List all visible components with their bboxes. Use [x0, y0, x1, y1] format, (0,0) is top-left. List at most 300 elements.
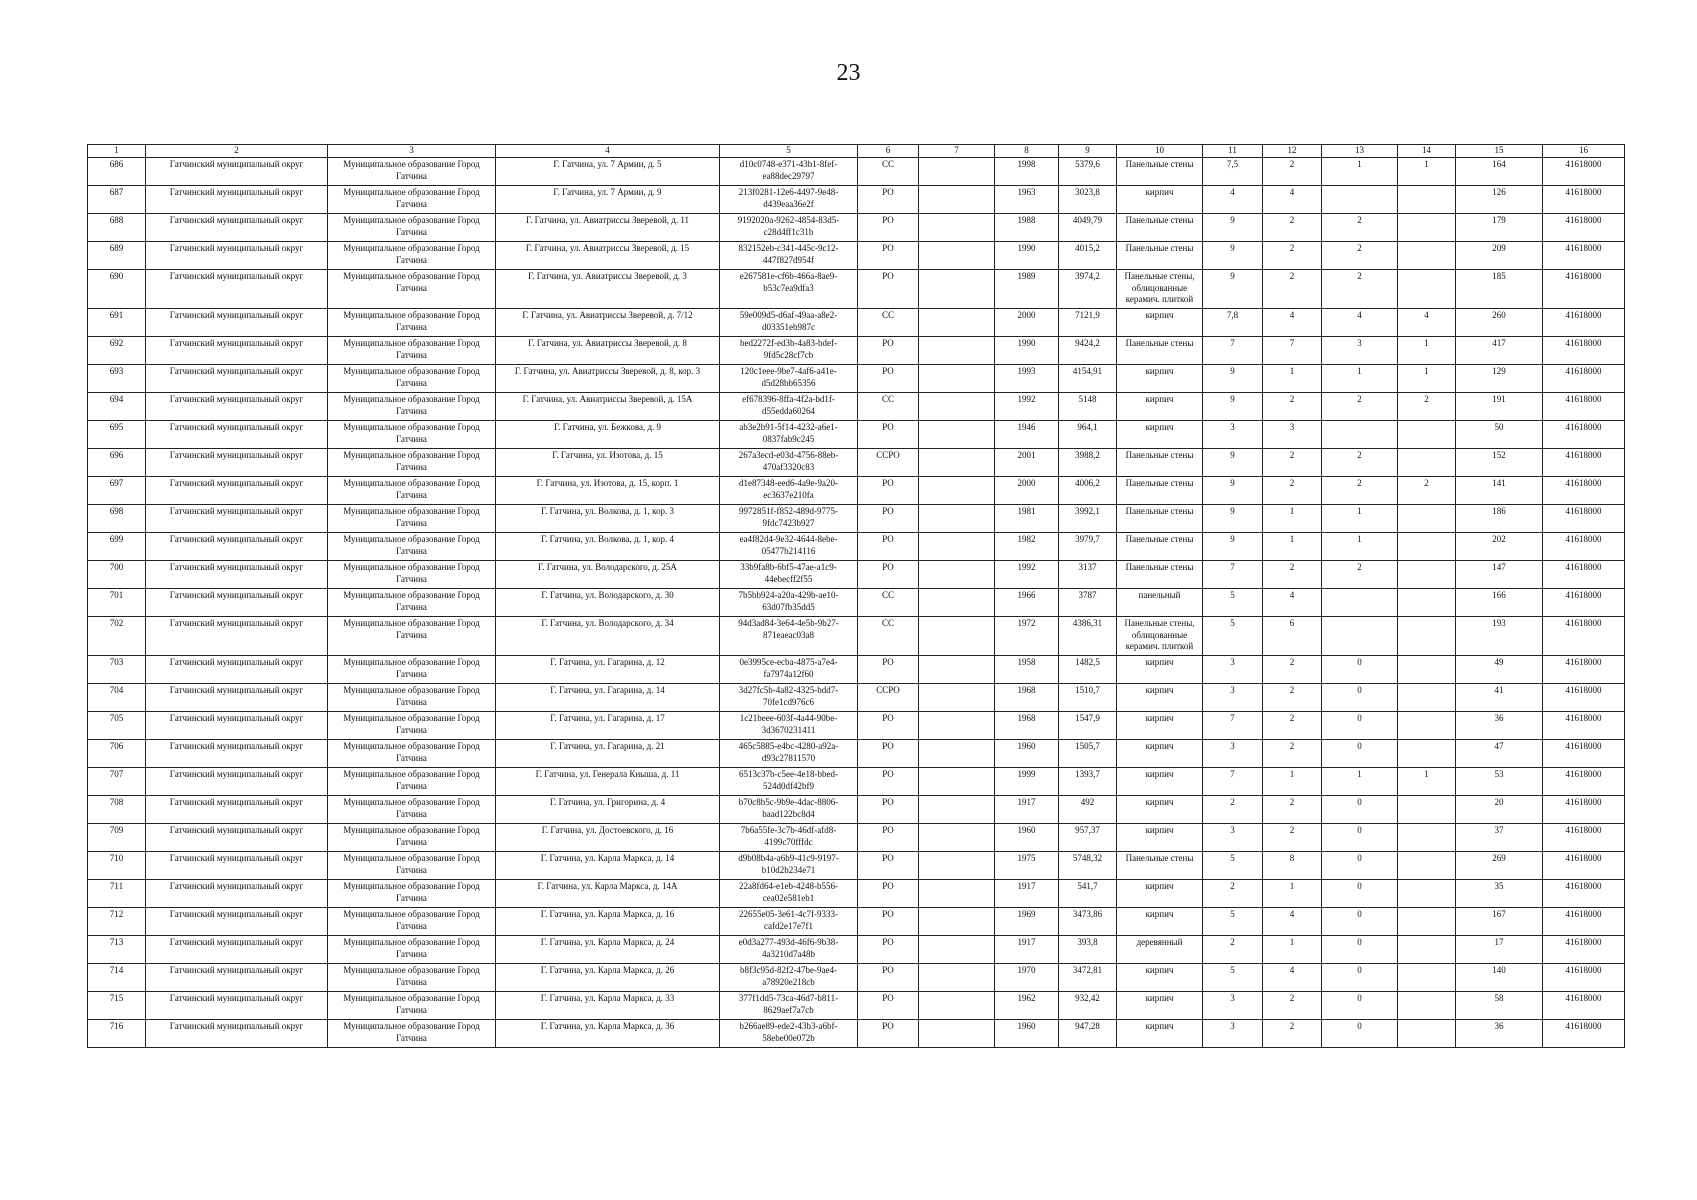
row-number: 698	[88, 505, 146, 533]
area-cell: 3472,81	[1059, 964, 1117, 992]
district-cell: Гатчинский муниципальный округ	[146, 768, 328, 796]
col13-cell: 2	[1322, 449, 1398, 477]
district-cell: Гатчинский муниципальный округ	[146, 309, 328, 337]
col7-cell	[919, 880, 995, 908]
year-cell: 1960	[995, 1020, 1059, 1048]
col7-cell	[919, 824, 995, 852]
col12-cell: 1	[1263, 768, 1322, 796]
walls-cell: Панельные стены, облицованные керамич. плиткой	[1117, 270, 1203, 309]
table-row	[88, 852, 1625, 880]
oktmo-cell: 41618000	[1543, 449, 1625, 477]
column-number-10: 10	[1117, 145, 1203, 158]
address-cell: Г. Гатчина, ул. Авиатриссы Зверевой, д. 7/12	[496, 309, 720, 337]
col14-cell	[1398, 824, 1456, 852]
walls-cell: кирпич	[1117, 393, 1203, 421]
municipality-cell: Муниципальное образование Город Гатчина	[328, 309, 496, 337]
year-cell: 1981	[995, 505, 1059, 533]
col11-cell: 3	[1203, 684, 1263, 712]
table-row	[88, 270, 1625, 309]
district-cell: Гатчинский муниципальный округ	[146, 337, 328, 365]
column-number-12: 12	[1263, 145, 1322, 158]
col7-cell	[919, 393, 995, 421]
area-cell: 492	[1059, 796, 1117, 824]
table-row	[88, 505, 1625, 533]
table-row	[88, 561, 1625, 589]
walls-cell: кирпич	[1117, 1020, 1203, 1048]
walls-cell: кирпич	[1117, 712, 1203, 740]
col12-cell: 2	[1263, 656, 1322, 684]
walls-cell: Панельные стены	[1117, 533, 1203, 561]
col13-cell: 0	[1322, 656, 1398, 684]
row-number: 714	[88, 964, 146, 992]
guid-cell: ea4f82d4-9e32-4644-8ebe-05477b214116	[720, 533, 858, 561]
address-cell: Г. Гатчина, ул. Волкова, д. 1, кор. 4	[496, 533, 720, 561]
type-cell: РО	[858, 936, 919, 964]
municipality-cell: Муниципальное образование Город Гатчина	[328, 421, 496, 449]
row-number: 713	[88, 936, 146, 964]
col13-cell	[1322, 589, 1398, 617]
col12-cell: 2	[1263, 449, 1322, 477]
municipality-cell: Муниципальное образование Город Гатчина	[328, 852, 496, 880]
walls-cell: Панельные стены	[1117, 449, 1203, 477]
area-cell: 3988,2	[1059, 449, 1117, 477]
area-cell: 7121,9	[1059, 309, 1117, 337]
address-cell: Г. Гатчина, ул. Авиатриссы Зверевой, д. 3	[496, 270, 720, 309]
col11-cell: 3	[1203, 656, 1263, 684]
row-number: 692	[88, 337, 146, 365]
col7-cell	[919, 186, 995, 214]
col11-cell: 9	[1203, 533, 1263, 561]
type-cell: РО	[858, 214, 919, 242]
type-cell: РО	[858, 186, 919, 214]
walls-cell: кирпич	[1117, 880, 1203, 908]
table-row	[88, 824, 1625, 852]
address-cell: Г. Гатчина, ул. Гагарина, д. 17	[496, 712, 720, 740]
oktmo-cell: 41618000	[1543, 158, 1625, 186]
walls-cell: кирпич	[1117, 421, 1203, 449]
municipality-cell: Муниципальное образование Город Гатчина	[328, 936, 496, 964]
row-number: 711	[88, 880, 146, 908]
municipality-cell: Муниципальное образование Город Гатчина	[328, 158, 496, 186]
year-cell: 1992	[995, 393, 1059, 421]
oktmo-cell: 41618000	[1543, 421, 1625, 449]
col14-cell	[1398, 505, 1456, 533]
guid-cell: b70c8b5c-9b9e-4dac-8806-baad122bc8d4	[720, 796, 858, 824]
column-number-3: 3	[328, 145, 496, 158]
walls-cell: кирпич	[1117, 656, 1203, 684]
address-cell: Г. Гатчина, ул. Авиатриссы Зверевой, д. 11	[496, 214, 720, 242]
col13-cell: 3	[1322, 337, 1398, 365]
guid-cell: 7b6a55fe-3c7b-46df-afd8-4199c70fffdc	[720, 824, 858, 852]
type-cell: РО	[858, 337, 919, 365]
col11-cell: 5	[1203, 617, 1263, 656]
oktmo-cell: 41618000	[1543, 936, 1625, 964]
area-cell: 3979,7	[1059, 533, 1117, 561]
col12-cell: 2	[1263, 1020, 1322, 1048]
col12-cell: 2	[1263, 796, 1322, 824]
table-row	[88, 393, 1625, 421]
col11-cell: 3	[1203, 740, 1263, 768]
table-row	[88, 589, 1625, 617]
guid-cell: 22a8fd64-e1eb-4248-b556-cea02e581eb1	[720, 880, 858, 908]
col12-cell: 4	[1263, 589, 1322, 617]
col12-cell: 3	[1263, 421, 1322, 449]
district-cell: Гатчинский муниципальный округ	[146, 712, 328, 740]
oktmo-cell: 41618000	[1543, 617, 1625, 656]
col7-cell	[919, 796, 995, 824]
municipality-cell: Муниципальное образование Город Гатчина	[328, 656, 496, 684]
municipality-cell: Муниципальное образование Город Гатчина	[328, 393, 496, 421]
column-number-row	[88, 145, 1625, 158]
col14-cell	[1398, 561, 1456, 589]
walls-cell: Панельные стены	[1117, 242, 1203, 270]
guid-cell: 0e3995ce-ecba-4875-a7e4-fa7974a12f60	[720, 656, 858, 684]
column-number-5: 5	[720, 145, 858, 158]
municipality-cell: Муниципальное образование Город Гатчина	[328, 214, 496, 242]
address-cell: Г. Гатчина, ул. Достоевского, д. 16	[496, 824, 720, 852]
address-cell: Г. Гатчина, ул. Авиатриссы Зверевой, д. 8	[496, 337, 720, 365]
col12-cell: 6	[1263, 617, 1322, 656]
municipality-cell: Муниципальное образование Город Гатчина	[328, 992, 496, 1020]
col11-cell: 4	[1203, 186, 1263, 214]
area-cell: 5748,32	[1059, 852, 1117, 880]
type-cell: РО	[858, 533, 919, 561]
guid-cell: 120c1eee-9be7-4af6-a41e-d5d28bb65356	[720, 365, 858, 393]
col14-cell	[1398, 684, 1456, 712]
col12-cell: 1	[1263, 365, 1322, 393]
column-number-8: 8	[995, 145, 1059, 158]
col15-cell: 41	[1456, 684, 1543, 712]
col13-cell: 0	[1322, 684, 1398, 712]
column-number-4: 4	[496, 145, 720, 158]
type-cell: РО	[858, 561, 919, 589]
col7-cell	[919, 617, 995, 656]
row-number: 707	[88, 768, 146, 796]
col12-cell: 2	[1263, 242, 1322, 270]
type-cell: РО	[858, 740, 919, 768]
type-cell: СС	[858, 393, 919, 421]
col14-cell	[1398, 740, 1456, 768]
col13-cell: 0	[1322, 880, 1398, 908]
municipality-cell: Муниципальное образование Город Гатчина	[328, 561, 496, 589]
address-cell: Г. Гатчина, ул. Володарского, д. 30	[496, 589, 720, 617]
col14-cell	[1398, 852, 1456, 880]
oktmo-cell: 41618000	[1543, 992, 1625, 1020]
col11-cell: 3	[1203, 1020, 1263, 1048]
oktmo-cell: 41618000	[1543, 796, 1625, 824]
column-number-16: 16	[1543, 145, 1625, 158]
oktmo-cell: 41618000	[1543, 824, 1625, 852]
municipality-cell: Муниципальное образование Город Гатчина	[328, 1020, 496, 1048]
col7-cell	[919, 505, 995, 533]
row-number: 695	[88, 421, 146, 449]
col15-cell: 152	[1456, 449, 1543, 477]
row-number: 697	[88, 477, 146, 505]
district-cell: Гатчинский муниципальный округ	[146, 992, 328, 1020]
col12-cell: 2	[1263, 393, 1322, 421]
col11-cell: 7,5	[1203, 158, 1263, 186]
district-cell: Гатчинский муниципальный округ	[146, 908, 328, 936]
col15-cell: 53	[1456, 768, 1543, 796]
year-cell: 1993	[995, 365, 1059, 393]
address-cell: Г. Гатчина, ул. Гагарина, д. 21	[496, 740, 720, 768]
municipality-cell: Муниципальное образование Город Гатчина	[328, 712, 496, 740]
type-cell: РО	[858, 964, 919, 992]
col11-cell: 9	[1203, 449, 1263, 477]
guid-cell: 213f0281-12e6-4497-9e48-d439eaa36e2f	[720, 186, 858, 214]
column-number-6: 6	[858, 145, 919, 158]
row-number: 706	[88, 740, 146, 768]
col15-cell: 35	[1456, 880, 1543, 908]
municipality-cell: Муниципальное образование Город Гатчина	[328, 740, 496, 768]
col12-cell: 2	[1263, 712, 1322, 740]
col7-cell	[919, 533, 995, 561]
col14-cell: 1	[1398, 365, 1456, 393]
row-number: 693	[88, 365, 146, 393]
guid-cell: ef678396-8ffa-4f2a-bd1f-d55edda60264	[720, 393, 858, 421]
col13-cell: 0	[1322, 964, 1398, 992]
table-row	[88, 740, 1625, 768]
municipality-cell: Муниципальное образование Город Гатчина	[328, 242, 496, 270]
district-cell: Гатчинский муниципальный округ	[146, 852, 328, 880]
table-row	[88, 684, 1625, 712]
oktmo-cell: 41618000	[1543, 477, 1625, 505]
year-cell: 1968	[995, 684, 1059, 712]
col14-cell	[1398, 712, 1456, 740]
col14-cell	[1398, 421, 1456, 449]
year-cell: 2000	[995, 309, 1059, 337]
municipality-cell: Муниципальное образование Город Гатчина	[328, 964, 496, 992]
row-number: 694	[88, 393, 146, 421]
guid-cell: 377f1dd5-73ca-46d7-b811-8629aef7a7cb	[720, 992, 858, 1020]
type-cell: РО	[858, 796, 919, 824]
col15-cell: 50	[1456, 421, 1543, 449]
year-cell: 1960	[995, 824, 1059, 852]
row-number: 696	[88, 449, 146, 477]
col13-cell: 2	[1322, 270, 1398, 309]
district-cell: Гатчинский муниципальный округ	[146, 449, 328, 477]
col11-cell: 7	[1203, 337, 1263, 365]
col13-cell: 2	[1322, 561, 1398, 589]
municipality-cell: Муниципальное образование Город Гатчина	[328, 337, 496, 365]
type-cell: РО	[858, 712, 919, 740]
table-row	[88, 242, 1625, 270]
col12-cell: 2	[1263, 270, 1322, 309]
district-cell: Гатчинский муниципальный округ	[146, 684, 328, 712]
col14-cell	[1398, 186, 1456, 214]
table-row	[88, 337, 1625, 365]
area-cell: 957,37	[1059, 824, 1117, 852]
area-cell: 393,8	[1059, 936, 1117, 964]
type-cell: РО	[858, 908, 919, 936]
col13-cell: 1	[1322, 533, 1398, 561]
type-cell: РО	[858, 1020, 919, 1048]
col14-cell	[1398, 242, 1456, 270]
col15-cell: 36	[1456, 1020, 1543, 1048]
col14-cell: 1	[1398, 158, 1456, 186]
col12-cell: 2	[1263, 824, 1322, 852]
district-cell: Гатчинский муниципальный округ	[146, 214, 328, 242]
area-cell: 9424,2	[1059, 337, 1117, 365]
guid-cell: d9b08b4a-a6b9-41c9-9197-b10d2b234e71	[720, 852, 858, 880]
address-cell: Г. Гатчина, ул. Володарского, д. 34	[496, 617, 720, 656]
walls-cell: кирпич	[1117, 796, 1203, 824]
col11-cell: 9	[1203, 365, 1263, 393]
address-cell: Г. Гатчина, ул. Карла Маркса, д. 24	[496, 936, 720, 964]
address-cell: Г. Гатчина, ул. 7 Армии, д. 5	[496, 158, 720, 186]
oktmo-cell: 41618000	[1543, 880, 1625, 908]
walls-cell: Панельные стены	[1117, 158, 1203, 186]
oktmo-cell: 41618000	[1543, 768, 1625, 796]
col12-cell: 4	[1263, 908, 1322, 936]
walls-cell: Панельные стены	[1117, 477, 1203, 505]
type-cell: РО	[858, 270, 919, 309]
oktmo-cell: 41618000	[1543, 533, 1625, 561]
column-number-11: 11	[1203, 145, 1263, 158]
col13-cell: 1	[1322, 505, 1398, 533]
area-cell: 4006,2	[1059, 477, 1117, 505]
col12-cell: 7	[1263, 337, 1322, 365]
col13-cell: 0	[1322, 908, 1398, 936]
row-number: 716	[88, 1020, 146, 1048]
col14-cell: 1	[1398, 768, 1456, 796]
area-cell: 1393,7	[1059, 768, 1117, 796]
year-cell: 1999	[995, 768, 1059, 796]
oktmo-cell: 41618000	[1543, 852, 1625, 880]
district-cell: Гатчинский муниципальный округ	[146, 796, 328, 824]
type-cell: РО	[858, 880, 919, 908]
col13-cell	[1322, 421, 1398, 449]
oktmo-cell: 41618000	[1543, 214, 1625, 242]
municipality-cell: Муниципальное образование Город Гатчина	[328, 908, 496, 936]
col7-cell	[919, 656, 995, 684]
district-cell: Гатчинский муниципальный округ	[146, 365, 328, 393]
col15-cell: 209	[1456, 242, 1543, 270]
walls-cell: Панельные стены, облицованные керамич. плиткой	[1117, 617, 1203, 656]
col15-cell: 202	[1456, 533, 1543, 561]
col15-cell: 147	[1456, 561, 1543, 589]
col15-cell: 167	[1456, 908, 1543, 936]
row-number: 702	[88, 617, 146, 656]
col7-cell	[919, 242, 995, 270]
address-cell: Г. Гатчина, ул. Карла Маркса, д. 33	[496, 992, 720, 1020]
col7-cell	[919, 684, 995, 712]
col12-cell: 1	[1263, 533, 1322, 561]
district-cell: Гатчинский муниципальный округ	[146, 936, 328, 964]
type-cell: РО	[858, 242, 919, 270]
type-cell: ССРО	[858, 684, 919, 712]
col7-cell	[919, 309, 995, 337]
address-cell: Г. Гатчина, ул. Волкова, д. 1, кор. 3	[496, 505, 720, 533]
oktmo-cell: 41618000	[1543, 242, 1625, 270]
col11-cell: 7	[1203, 561, 1263, 589]
row-number: 700	[88, 561, 146, 589]
column-number-14: 14	[1398, 145, 1456, 158]
walls-cell: кирпич	[1117, 768, 1203, 796]
address-cell: Г. Гатчина, ул. 7 Армии, д. 9	[496, 186, 720, 214]
row-number: 699	[88, 533, 146, 561]
col14-cell	[1398, 533, 1456, 561]
column-number-13: 13	[1322, 145, 1398, 158]
district-cell: Гатчинский муниципальный округ	[146, 1020, 328, 1048]
walls-cell: кирпич	[1117, 186, 1203, 214]
col11-cell: 5	[1203, 589, 1263, 617]
address-cell: Г. Гатчина, ул. Изотова, д. 15, корп. 1	[496, 477, 720, 505]
address-cell: Г. Гатчина, ул. Григорина, д. 4	[496, 796, 720, 824]
district-cell: Гатчинский муниципальный округ	[146, 186, 328, 214]
area-cell: 964,1	[1059, 421, 1117, 449]
type-cell: РО	[858, 852, 919, 880]
walls-cell: Панельные стены	[1117, 505, 1203, 533]
col13-cell: 0	[1322, 712, 1398, 740]
walls-cell: деревянный	[1117, 936, 1203, 964]
address-cell: Г. Гатчина, ул. Карла Маркса, д. 36	[496, 1020, 720, 1048]
year-cell: 2000	[995, 477, 1059, 505]
col12-cell: 8	[1263, 852, 1322, 880]
address-cell: Г. Гатчина, ул. Карла Маркса, д. 26	[496, 964, 720, 992]
col13-cell: 0	[1322, 992, 1398, 1020]
col13-cell: 1	[1322, 768, 1398, 796]
col15-cell: 186	[1456, 505, 1543, 533]
col11-cell: 7,8	[1203, 309, 1263, 337]
col13-cell: 2	[1322, 214, 1398, 242]
municipality-cell: Муниципальное образование Город Гатчина	[328, 449, 496, 477]
area-cell: 541,7	[1059, 880, 1117, 908]
table-row	[88, 796, 1625, 824]
guid-cell: 465c5885-e4bc-4280-a92a-d93c27811570	[720, 740, 858, 768]
col11-cell: 3	[1203, 421, 1263, 449]
guid-cell: 94d3ad84-3e64-4e5b-9b27-871eaeac03a8	[720, 617, 858, 656]
col7-cell	[919, 270, 995, 309]
col7-cell	[919, 992, 995, 1020]
row-number: 701	[88, 589, 146, 617]
col14-cell	[1398, 880, 1456, 908]
col15-cell: 20	[1456, 796, 1543, 824]
guid-cell: 3d27fc5b-4a82-4325-bdd7-70fe1cd976c6	[720, 684, 858, 712]
col14-cell: 2	[1398, 477, 1456, 505]
table-row	[88, 421, 1625, 449]
table-row	[88, 656, 1625, 684]
col7-cell	[919, 936, 995, 964]
col7-cell	[919, 1020, 995, 1048]
guid-cell: e0d3a277-493d-46f6-9b38-4a3210d7a48b	[720, 936, 858, 964]
col15-cell: 417	[1456, 337, 1543, 365]
col14-cell	[1398, 992, 1456, 1020]
oktmo-cell: 41618000	[1543, 365, 1625, 393]
year-cell: 1962	[995, 992, 1059, 1020]
col15-cell: 36	[1456, 712, 1543, 740]
col15-cell: 140	[1456, 964, 1543, 992]
year-cell: 1963	[995, 186, 1059, 214]
district-cell: Гатчинский муниципальный округ	[146, 656, 328, 684]
col15-cell: 37	[1456, 824, 1543, 852]
row-number: 690	[88, 270, 146, 309]
oktmo-cell: 41618000	[1543, 561, 1625, 589]
col13-cell: 1	[1322, 365, 1398, 393]
col13-cell	[1322, 186, 1398, 214]
area-cell: 3137	[1059, 561, 1117, 589]
register-rows	[88, 158, 1625, 1048]
area-cell: 1510,7	[1059, 684, 1117, 712]
area-cell: 3023,8	[1059, 186, 1117, 214]
col7-cell	[919, 589, 995, 617]
col11-cell: 7	[1203, 768, 1263, 796]
municipality-cell: Муниципальное образование Город Гатчина	[328, 796, 496, 824]
type-cell: СС	[858, 309, 919, 337]
col13-cell: 0	[1322, 936, 1398, 964]
housing-register-table	[87, 144, 1625, 1048]
municipality-cell: Муниципальное образование Город Гатчина	[328, 684, 496, 712]
